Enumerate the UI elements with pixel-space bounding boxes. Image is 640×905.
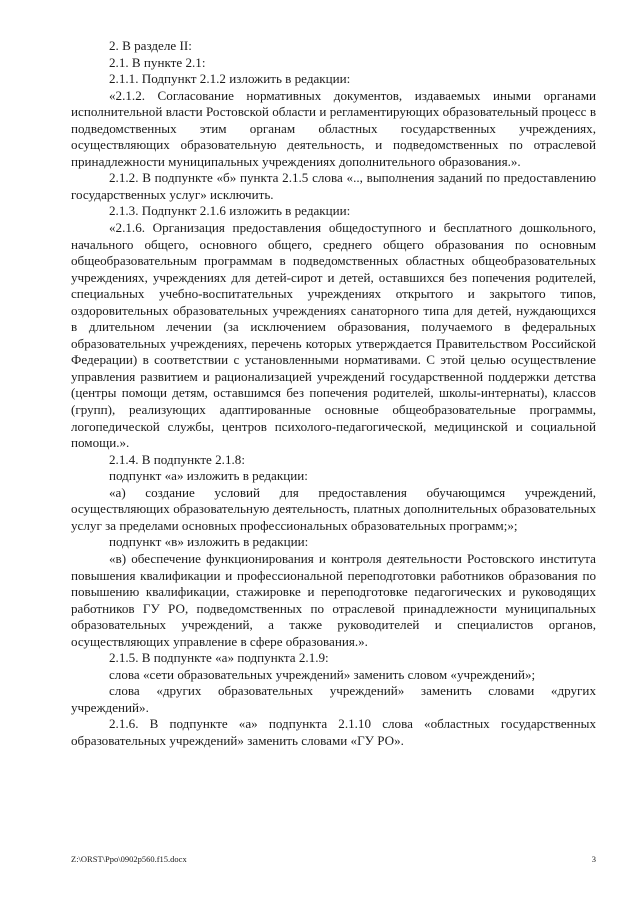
paragraph-2-1-6-quote: «2.1.6. Организация предоставления общедоступного и бесплатного дошкольного, начального общего, основного общего, среднего общего образования по основным общеобразовательным программам в подведомственных областных общеобразовательных учреждениях, учреждениях для детей-сирот и детей, оставшихся без попечения родителей, специальных учебно-воспитательных учреждениях открытого и закрытого типов, оздоровительных образовательных учреждениях санаторного типа для детей, нуждающихся в длительном лечении (за исключением образования, получаемого в федеральных образовательных учреждениях, перечень которых утверждается Правительством Российской Федерации) в соответствии с установленными нормативами. С этой целью осуществление управления развитием и рационализацией учреждений государственной поддержки детства (центры помощи детям, оставшимся без попечения родителей, школы-интернаты), классов (групп), реализующих адаптированные основные общеобразовательные программы, логопедической службы, центров психолого-педагогической, медицинской и социальной помощи.». [71, 220, 596, 451]
paragraph-2-1-2: 2.1.2. В подпункте «б» пункта 2.1.5 слова «.., выполнения заданий по предоставлению государственных услуг» исключить. [71, 170, 596, 202]
paragraph-subitem-v-intro: подпункт «в» изложить в редакции: [109, 534, 309, 550]
paragraph-2-1: 2.1. В пункте 2.1: [109, 54, 206, 70]
paragraph-2-1-6: 2.1.6. В подпункте «а» подпункта 2.1.10 слова «областных государственных образовательных учреждений» заменить словами «ГУ РО». [71, 716, 596, 748]
paragraph-2-1-2-quote: «2.1.2. Согласование нормативных документов, издаваемых иными органами исполнительной власти Ростовской области и регламентирующих образовательный процесс в подведомственных этим органам областных государственных учреждениях, осуществляющих образовательную деятельность, и подведомственных по отраслевой принадлежности муниципальных учреждениях дополнительного образования.». [71, 87, 596, 169]
paragraph-section-ii: 2. В разделе II: [109, 38, 192, 53]
paragraph-replace-network: слова «сети образовательных учреждений» заменить словом «учреждений»; [109, 666, 536, 682]
page-number: 3 [591, 854, 596, 864]
paragraph-2-1-5: 2.1.5. В подпункте «а» подпункта 2.1.9: [109, 650, 329, 666]
paragraph-2-1-1: 2.1.1. Подпункт 2.1.2 изложить в редакции: [109, 71, 351, 87]
paragraph-2-1-3: 2.1.3. Подпункт 2.1.6 изложить в редакции: [109, 203, 351, 219]
paragraph-subitem-v-quote: «в) обеспечение функционирования и контроля деятельности Ростовского института повышения квалификации и профессиональной переподготовки работников образования по повышению квалификации, стажировке и переподготовке педагогических и руководящих работников ГУ РО, подведомственных по отраслевой принадлежности муниципальных образовательных учреждений, а также руководителей и специалистов органов, осуществляющих управление в сфере образования.». [71, 550, 596, 649]
document-body [71, 38, 596, 750]
paragraph-replace-other: слова «других образовательных учреждений» заменить словами «других учреждений». [71, 683, 596, 715]
paragraph-2-1-4: 2.1.4. В подпункте 2.1.8: [109, 451, 245, 467]
paragraph-subitem-a-intro: подпункт «а» изложить в редакции: [109, 468, 308, 484]
paragraph-subitem-a-quote: «а) создание условий для предоставления обучающимся учреждений, осуществляющих образовательную деятельность, платных дополнительных образовательных услуг за пределами основных профессиональных образовательных программ;»; [71, 484, 596, 533]
footer-file-path: Z:\ORST\Ppo\0902p560.f15.docx [71, 854, 187, 864]
